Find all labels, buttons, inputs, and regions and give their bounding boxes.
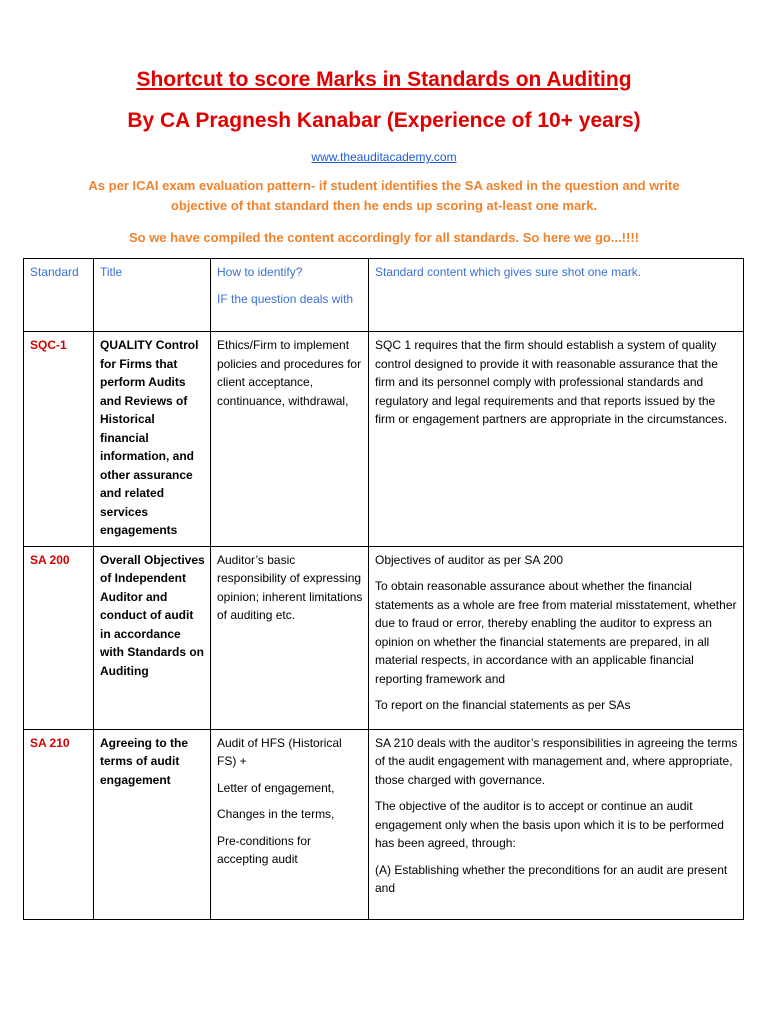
identify-text: Pre-conditions for accepting audit — [217, 833, 312, 866]
header-title: Title — [94, 259, 211, 332]
content-text: Objectives of auditor as per SA 200 — [375, 552, 564, 567]
standards-table — [23, 258, 744, 920]
table-row — [24, 729, 744, 919]
content-text: To obtain reasonable assurance about whether the financial statements as a whole are free from material misstatement, whether due to fraud or error, thereby enabling the auditor to express an opinion on whether the financial statements are prepared, in all material respects, in accordance with an applicable financial reporting framework and — [375, 579, 737, 686]
website-link[interactable]: www.theauditacademy.com — [311, 150, 457, 164]
identify-text: Audit of HFS (Historical FS) + — [217, 735, 342, 768]
standard-title: Agreeing to the terms of audit engagement — [94, 729, 211, 919]
content-cell — [369, 546, 744, 729]
table-row — [24, 332, 744, 547]
author-line: By CA Pragnesh Kanabar (Experience of 10+ years) — [127, 109, 641, 132]
identify-text: Ethics/Firm to implement policies and procedures for client acceptance, continuance, withdrawal, — [217, 338, 362, 408]
table-row — [24, 546, 744, 729]
table-header-row — [24, 259, 744, 332]
identify-text: Changes in the terms, — [217, 807, 335, 821]
standard-code: SA 200 — [24, 546, 94, 729]
content-text: SQC 1 requires that the firm should establish a system of quality control designed to provide it with reasonable assurance that the firm and its personnel comply with professional standards and regulatory and legal requirements and that reports issued by the firm or engagement partners are appropriate in the circumstances. — [375, 338, 728, 426]
page-title: Shortcut to score Marks in Standards on Auditing — [136, 68, 632, 91]
identify-text: Letter of engagement, — [217, 780, 335, 795]
identify-text: Auditor’s basic responsibility of expressing opinion; inherent limitations of auditing etc. — [217, 552, 363, 622]
content-cell — [369, 729, 744, 919]
header-standard: Standard — [24, 259, 94, 332]
identify-cell — [211, 332, 369, 547]
header-identify-sub: IF the question deals with — [217, 291, 354, 306]
content-text: The objective of the auditor is to accept or continue an audit engagement only when the basis upon which it is to be performed has been agreed, through: — [375, 799, 724, 850]
identify-cell — [211, 546, 369, 729]
header-content: Standard content which gives sure shot one mark. — [369, 259, 744, 332]
header-identify — [211, 259, 369, 332]
standard-code: SA 210 — [24, 729, 94, 919]
standard-title: QUALITY Control for Firms that perform Audits and Reviews of Historical financial information, and other assurance and related services engagements — [94, 332, 211, 547]
evaluation-note: As per ICAI exam evaluation pattern- if student identifies the SA asked in the question and write objective of that standard then he ends up scoring at-least one mark. — [88, 178, 680, 213]
identify-cell — [211, 729, 369, 919]
header-identify-label: How to identify? — [217, 265, 303, 279]
content-cell — [369, 332, 744, 547]
intro-note: So we have compiled the content accordingly for all standards. So here we go...!!!! — [129, 230, 639, 245]
content-text: To report on the financial statements as per SAs — [375, 698, 631, 712]
standard-code: SQC-1 — [24, 332, 94, 547]
standard-title: Overall Objectives of Independent Auditor and conduct of audit in accordance with Standards on Auditing — [94, 546, 211, 729]
content-text: SA 210 deals with the auditor’s responsibilities in agreeing the terms of the audit engagement with management and, where appropriate, those charged with governance. — [375, 735, 738, 787]
content-text: (A) Establishing whether the preconditions for an audit are present and — [375, 862, 728, 895]
